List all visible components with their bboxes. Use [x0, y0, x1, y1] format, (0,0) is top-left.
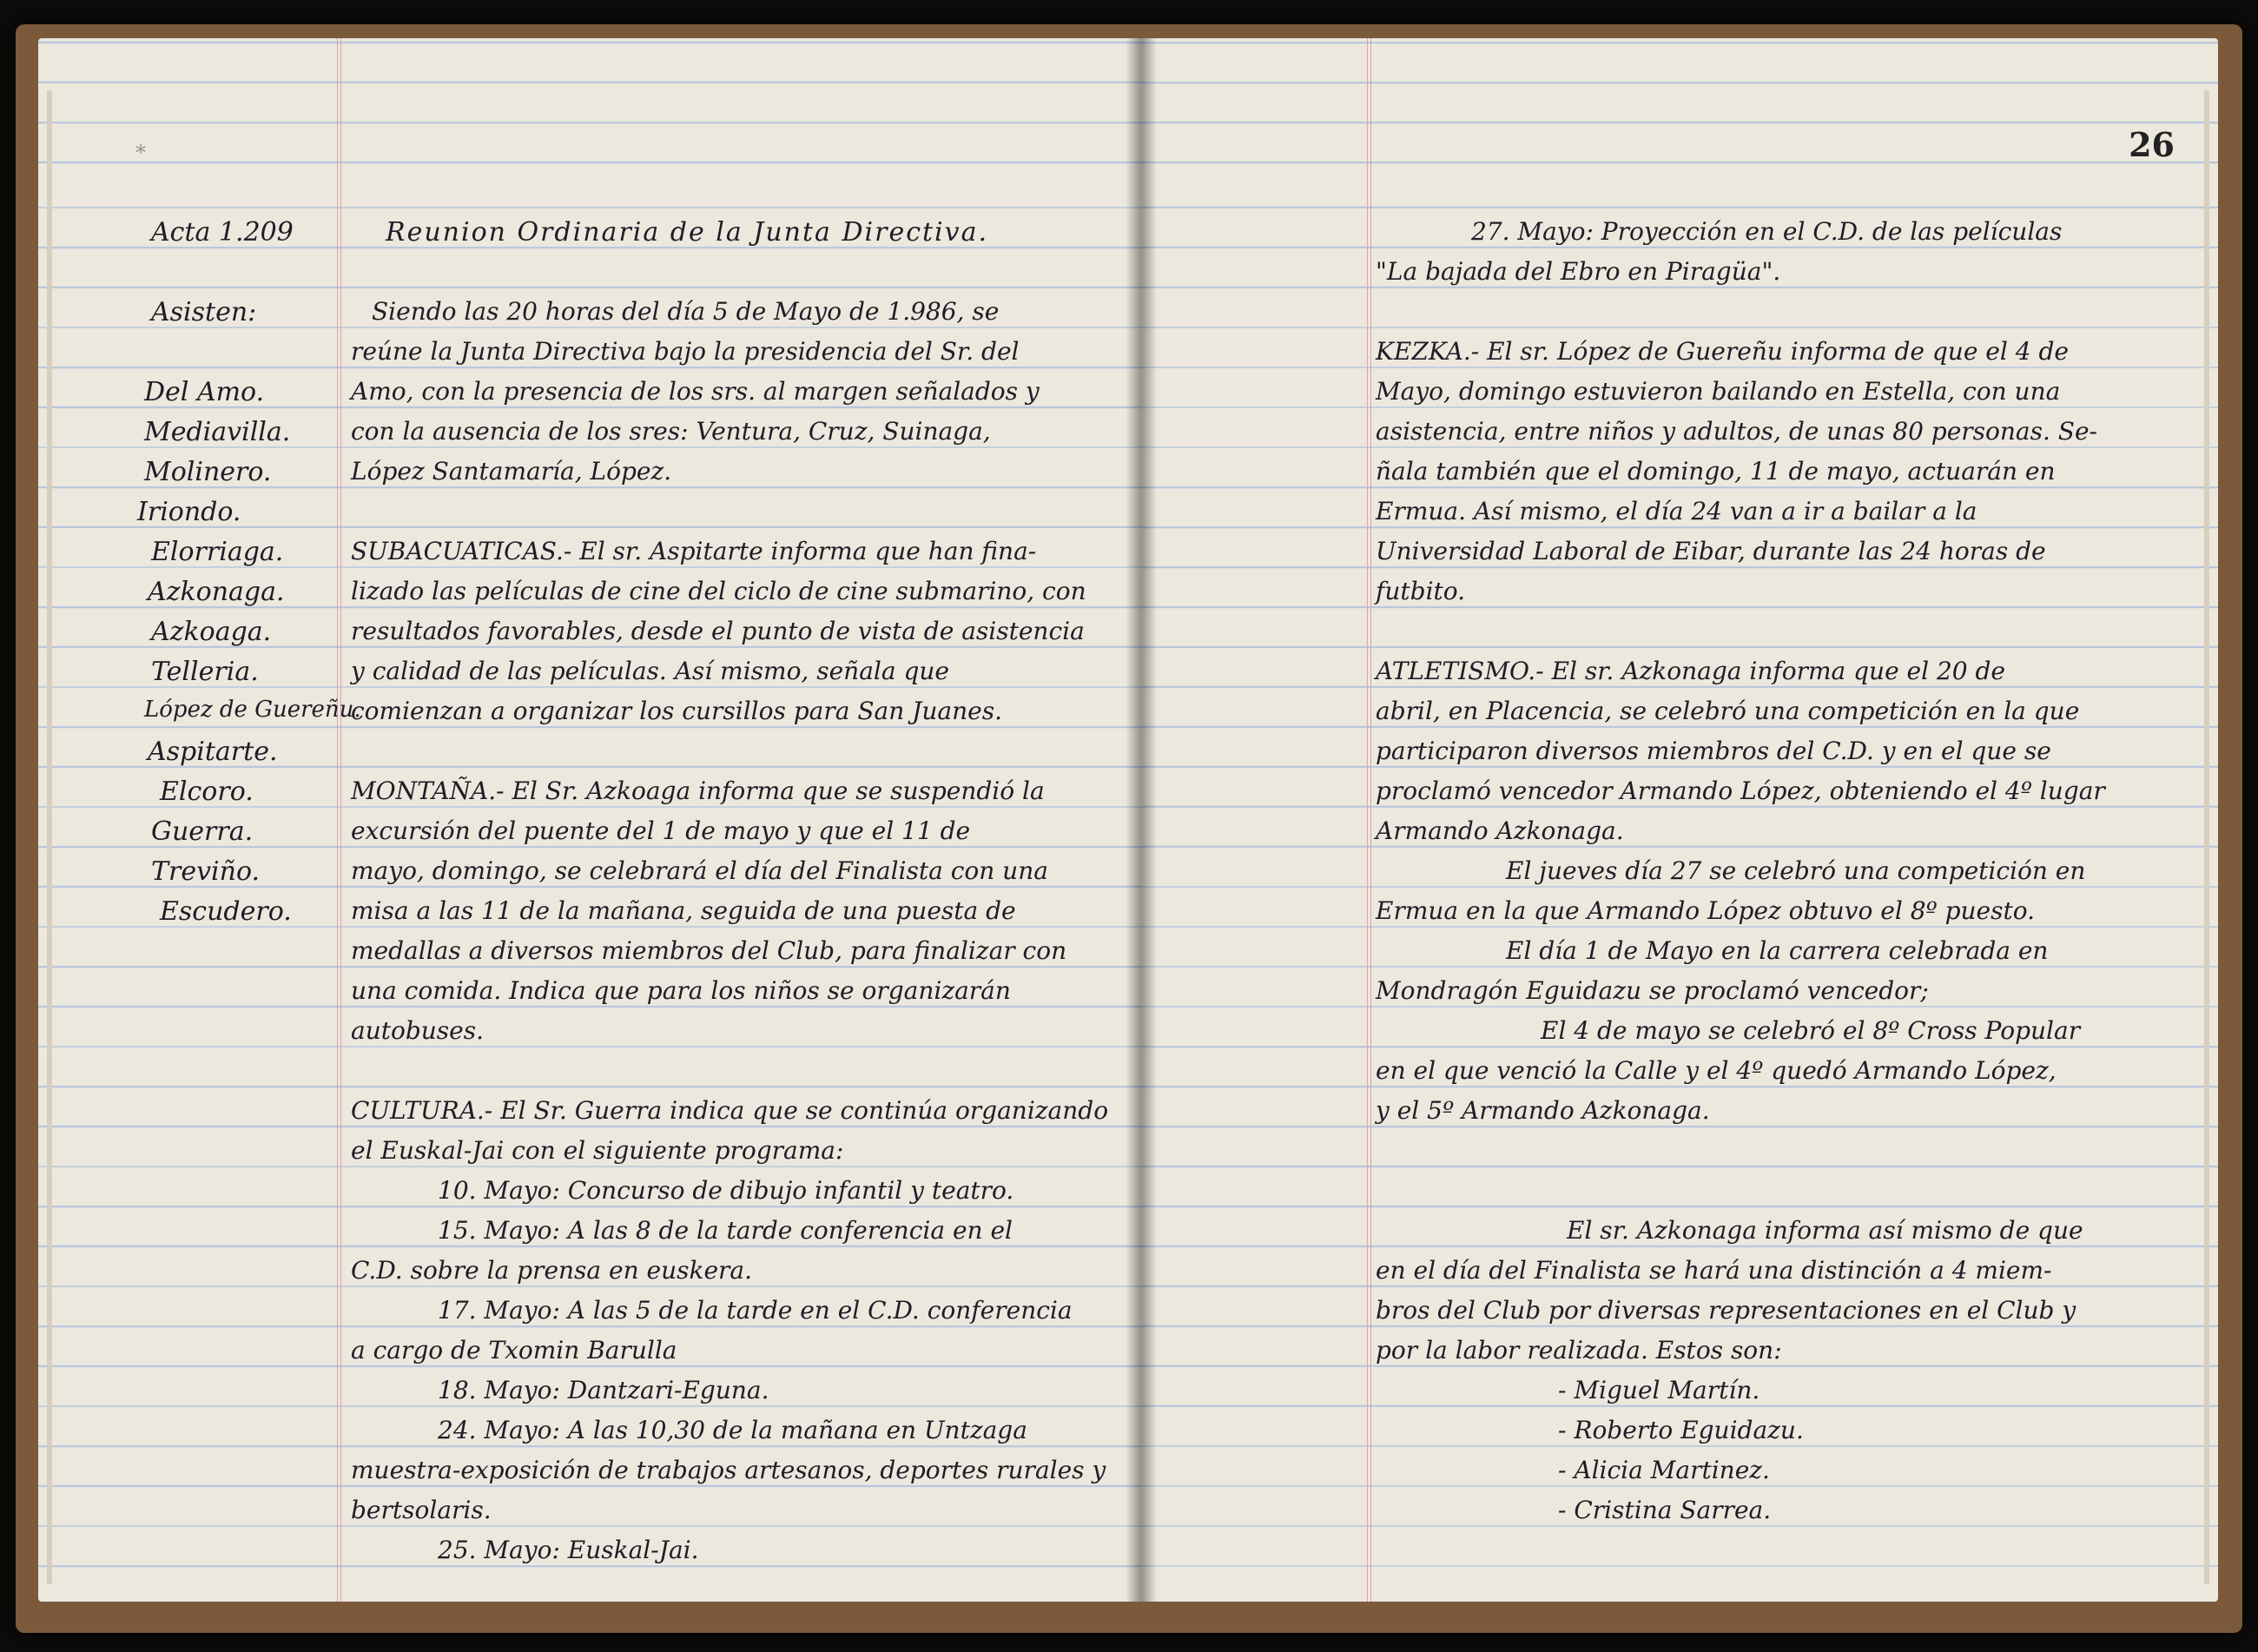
body-line: proclamó vencedor Armando López, obteniendo el 4º lugar: [1376, 776, 2105, 805]
body-line: El jueves día 27 se celebró una competición en: [1506, 856, 2086, 885]
honoree-item: - Cristina Sarrea.: [1558, 1496, 1772, 1524]
attendee-name: Azkonaga.: [148, 577, 285, 607]
body-line: Mondragón Eguidazu se proclamó vencedor;: [1376, 976, 1929, 1005]
body-line: El 4 de mayo se celebró el 8º Cross Popular: [1541, 1016, 2081, 1045]
body-line: medallas a diversos miembros del Club, para finalizar con: [351, 936, 1067, 965]
section-atletismo: ATLETISMO.- El sr. Azkonaga informa que el 20 de: [1376, 657, 2005, 685]
attendee-name: Mediavilla.: [144, 417, 291, 447]
honoree-item: - Miguel Martín.: [1558, 1376, 1760, 1404]
body-line: misa a las 11 de la mañana, seguida de una puesta de: [351, 896, 1016, 925]
body-line: en el que venció la Calle y el 4º quedó Armando López,: [1376, 1056, 2057, 1085]
body-line: Armando Azkonaga.: [1376, 816, 1624, 845]
body-line: excursión del puente del 1 de mayo y que el 11 de: [351, 816, 971, 845]
body-line: Ermua. Así mismo, el día 24 van a ir a bailar a la: [1376, 497, 1977, 525]
body-line: ñala también que el domingo, 11 de mayo, actuarán en: [1376, 457, 2056, 486]
program-item: 15. Mayo: A las 8 de la tarde conferencia en el: [438, 1216, 1013, 1245]
attendee-name: Iriondo.: [137, 497, 241, 527]
body-line: bros del Club por diversas representaciones en el Club y: [1376, 1296, 2076, 1325]
section-cultura: CULTURA.- El Sr. Guerra indica que se continúa organizando: [351, 1096, 1109, 1125]
attendee-name: Telleria.: [151, 657, 259, 687]
attendee-name: Guerra.: [151, 816, 254, 847]
body-line: mayo, domingo, se celebrará el día del Finalista con una: [351, 856, 1048, 885]
attendee-name: Escudero.: [160, 896, 292, 927]
section-subacuaticas: SUBACUATICAS.- El sr. Aspitarte informa que han fina-: [351, 537, 1037, 565]
program-item: 25. Mayo: Euskal-Jai.: [438, 1536, 699, 1564]
left-page: [38, 38, 1141, 1602]
body-line: y el 5º Armando Azkonaga.: [1376, 1096, 1710, 1125]
body-line: El día 1 de Mayo en la carrera celebrada en: [1506, 936, 2049, 965]
section-montana: MONTAÑA.- El Sr. Azkoaga informa que se suspendió la: [351, 776, 1045, 805]
attendee-name: Molinero.: [144, 457, 272, 487]
attendee-name: Treviño.: [151, 856, 261, 887]
body-line: con la ausencia de los sres: Ventura, Cruz, Suinaga,: [351, 417, 991, 446]
right-margin-line: [1367, 38, 1371, 1602]
attendee-name: Elorriaga.: [151, 537, 284, 567]
attendee-name: Del Amo.: [144, 377, 265, 407]
body-line: a cargo de Txomin Barulla: [351, 1336, 677, 1365]
body-line: reúne la Junta Directiva bajo la presidencia del Sr. del: [351, 337, 1020, 366]
asisten-label: Asisten:: [151, 297, 257, 327]
body-line: futbito.: [1376, 577, 1466, 605]
body-line: Ermua en la que Armando López obtuvo el 8º puesto.: [1376, 896, 2036, 925]
body-line: en el día del Finalista se hará una distinción a 4 miem-: [1376, 1256, 2052, 1285]
page-title: Reunion Ordinaria de la Junta Directiva.: [386, 217, 989, 248]
attendee-name: Azkoaga.: [151, 617, 272, 647]
body-line: asistencia, entre niños y adultos, de unas 80 personas. Se-: [1376, 417, 2098, 446]
body-line: y calidad de las películas. Así mismo, señala que: [351, 657, 949, 685]
honoree-item: - Roberto Eguidazu.: [1558, 1416, 1804, 1444]
body-line: el Euskal-Jai con el siguiente programa:: [351, 1136, 844, 1165]
body-line: El sr. Azkonaga informa así mismo de que: [1567, 1216, 2083, 1245]
program-item: 24. Mayo: A las 10,30 de la mañana en Untzaga: [438, 1416, 1027, 1444]
page-stack-edge: [47, 90, 52, 1584]
body-line: López Santamaría, López.: [351, 457, 672, 486]
program-item: 27. Mayo: Proyección en el C.D. de las películas: [1471, 217, 2063, 246]
right-page: [1141, 38, 2218, 1602]
acta-number: Acta 1.209: [151, 217, 294, 248]
attendee-name: López de Guereñu.: [144, 697, 361, 723]
program-item: 10. Mayo: Concurso de dibujo infantil y teatro.: [438, 1176, 1014, 1205]
body-line: por la labor realizada. Estos son:: [1376, 1336, 1782, 1365]
body-line: muestra-exposición de trabajos artesanos, deportes rurales y: [351, 1456, 1106, 1484]
body-line: participaron diversos miembros del C.D. y en el que se: [1376, 737, 2051, 765]
page-stack-edge: [2204, 90, 2209, 1584]
body-line: una comida. Indica que para los niños se organizarán: [351, 976, 1011, 1005]
honoree-item: - Alicia Martinez.: [1558, 1456, 1770, 1484]
body-line: bertsolaris.: [351, 1496, 492, 1524]
body-line: Universidad Laboral de Eibar, durante las 24 horas de: [1376, 537, 2046, 565]
attendee-name: Aspitarte.: [148, 737, 278, 767]
program-item: 17. Mayo: A las 5 de la tarde en el C.D. conferencia: [438, 1296, 1073, 1325]
left-margin-line: [337, 38, 341, 1602]
faint-pencil-mark: *: [135, 141, 146, 165]
program-item: 18. Mayo: Dantzari-Eguna.: [438, 1376, 769, 1404]
body-line: abril, en Placencia, se celebró una competición en la que: [1376, 697, 2080, 725]
body-line: Amo, con la presencia de los srs. al margen señalados y: [351, 377, 1040, 406]
body-line: comienzan a organizar los cursillos para San Juanes.: [351, 697, 1002, 725]
body-line: C.D. sobre la prensa en euskera.: [351, 1256, 752, 1285]
body-line: Siendo las 20 horas del día 5 de Mayo de 1.986, se: [372, 297, 1000, 326]
attendee-name: Elcoro.: [160, 776, 254, 807]
body-line: resultados favorables, desde el punto de vista de asistencia: [351, 617, 1085, 645]
body-line: Mayo, domingo estuvieron bailando en Estella, con una: [1376, 377, 2061, 406]
body-line: autobuses.: [351, 1016, 485, 1045]
page-number: 26: [2129, 125, 2175, 164]
body-line: lizado las películas de cine del ciclo de cine submarino, con: [351, 577, 1086, 605]
body-line: "La bajada del Ebro en Piragüa".: [1376, 257, 1781, 286]
section-kezka: KEZKA.- El sr. López de Guereñu informa de que el 4 de: [1376, 337, 2069, 366]
